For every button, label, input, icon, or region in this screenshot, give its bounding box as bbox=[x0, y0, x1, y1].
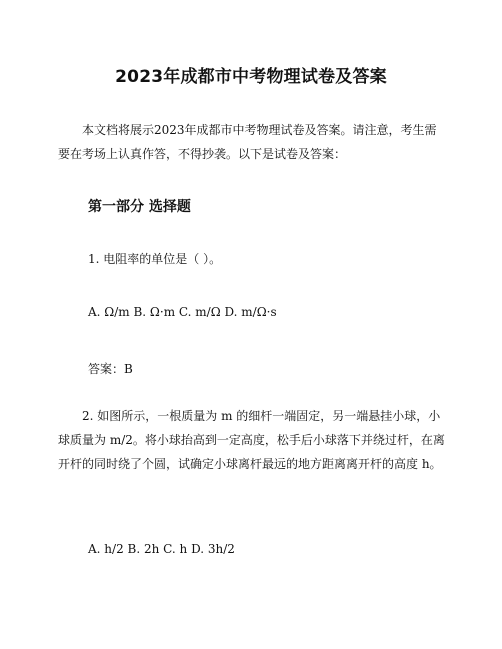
section-heading: 第一部分 选择题 bbox=[88, 199, 191, 215]
question-1-stem: 1. 电阻率的单位是（ ）。 bbox=[88, 252, 222, 266]
question-1-answer: 答案：B bbox=[88, 362, 133, 376]
document-title: 2023年成都市中考物理试卷及答案 bbox=[115, 67, 387, 87]
question-2-options: A. h/2 B. 2h C. h D. 3h/2 bbox=[88, 542, 235, 556]
intro-paragraph: 本文档将展示2023年成都市中考物理试卷及答案。请注意，考生需要在考场上认真作答，不得抄袭。以下是试卷及答案： bbox=[58, 123, 437, 161]
question-1-options: A. Ω/m B. Ω·m C. m/Ω D. m/Ω·s bbox=[88, 305, 277, 319]
question-2-stem: 2. 如图所示，一根质量为 m 的细杆一端固定，另一端悬挂小球，小球质量为 m/2。将小球抬高到一定高度，松手后小球落下并绕过杆，在离开杆的同时绕了个圆，试确定小球离杆最远的地方距离离开杆的高度 h。 bbox=[58, 409, 445, 471]
